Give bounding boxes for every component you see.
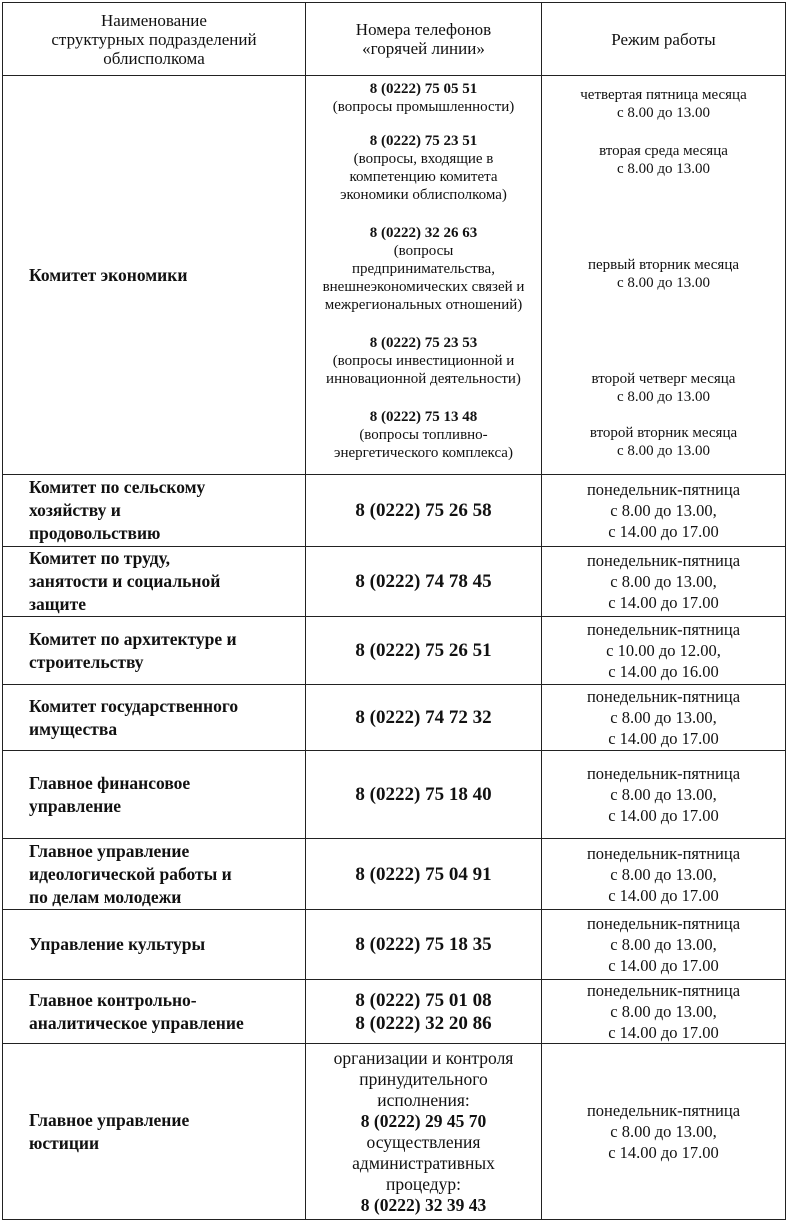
schedule-block [542, 142, 785, 178]
schedule-line: с 14.00 до 17.00 [608, 522, 719, 541]
schedule-line: понедельник-пятница [586, 620, 741, 639]
department-name [3, 685, 306, 751]
schedule-line: с 8.00 до 13.00 [616, 389, 711, 405]
phone-note: (вопросы [393, 243, 454, 259]
phone-cell [306, 685, 542, 751]
phone-number: 8 (0222) 75 13 48 [369, 409, 478, 425]
department-name-line: Главное финансовое [29, 772, 191, 793]
schedule-block [542, 256, 785, 292]
schedule-line: с 8.00 до 13.00, [610, 1002, 717, 1021]
department-name-line: Управление культуры [29, 934, 206, 954]
schedule-line: с 14.00 до 17.00 [608, 1143, 719, 1162]
schedule-line: вторая среда месяца [599, 143, 728, 159]
department-name-line: Главное управление [29, 1109, 190, 1130]
schedule-cell [542, 980, 786, 1044]
schedule-cell [542, 685, 786, 751]
schedule-line: с 8.00 до 13.00 [616, 443, 711, 459]
schedule-cell [542, 475, 786, 547]
schedule-line: понедельник-пятница [586, 551, 741, 570]
phone-cell [306, 617, 542, 685]
department-name-line: хозяйству и [29, 500, 121, 520]
department-name [3, 910, 306, 980]
schedule-line: с 8.00 до 13.00 [616, 275, 711, 291]
department-name [3, 475, 306, 547]
schedule-line: понедельник-пятница [586, 914, 741, 933]
phone-number: 8 (0222) 75 01 08 [355, 989, 492, 1011]
department-name [3, 1044, 306, 1220]
phone-note: административных [352, 1152, 495, 1173]
schedule-line: с 14.00 до 17.00 [608, 593, 719, 612]
phone-cell [306, 76, 542, 475]
department-name-line: Главное управление [29, 840, 190, 861]
phone-note: (вопросы топливно- [359, 427, 488, 443]
table-row [3, 980, 786, 1044]
phone-number: 8 (0222) 75 18 40 [355, 784, 492, 805]
schedule-line: четвертая пятница месяца [580, 87, 747, 103]
header-department-line: структурных подразделений [51, 29, 257, 49]
department-name-line: Комитет государственного [29, 695, 239, 716]
phone-note: осуществления [366, 1131, 481, 1152]
phone-note: (вопросы инвестиционной и [332, 353, 515, 369]
schedule-cell [542, 547, 786, 617]
header-department-line: облисполкома [103, 48, 205, 68]
schedule-cell [542, 751, 786, 839]
phone-number: 8 (0222) 75 23 51 [369, 133, 478, 149]
header-schedule: Режим работы [542, 3, 786, 76]
schedule-cell [542, 76, 786, 475]
schedule-line: второй вторник месяца [589, 425, 738, 441]
schedule-cell [542, 617, 786, 685]
schedule-line: с 8.00 до 13.00, [610, 572, 717, 591]
schedule-block [542, 370, 785, 406]
department-name-line: управление [29, 795, 122, 816]
schedule-line: понедельник-пятница [586, 480, 741, 499]
phone-note: (вопросы, входящие в [353, 151, 494, 167]
department-name-line: аналитическое управление [29, 1012, 244, 1033]
phone-note: организации и контроля [333, 1047, 514, 1068]
department-name-line: занятости и социальной [29, 571, 221, 591]
department-name [3, 980, 306, 1044]
department-name-line: Комитет по труду, [29, 548, 170, 568]
phone-note: исполнения: [377, 1089, 470, 1110]
schedule-line: с 14.00 до 17.00 [608, 1023, 719, 1042]
phone-cell [306, 547, 542, 617]
phone-number: 8 (0222) 75 26 51 [355, 640, 492, 661]
phone-note: предпринимательства, [352, 261, 495, 277]
department-name-line: по делам молодежи [29, 886, 182, 907]
schedule-block [542, 86, 785, 122]
department-name [3, 839, 306, 910]
schedule-line: с 8.00 до 13.00, [610, 864, 717, 884]
schedule-line: с 8.00 до 13.00, [610, 1122, 717, 1141]
table-row [3, 839, 786, 910]
header-department [3, 3, 306, 76]
schedule-line: с 8.00 до 13.00 [616, 161, 711, 177]
phone-note: компетенцию комитета [349, 169, 498, 185]
schedule-line: понедельник-пятница [586, 687, 741, 706]
schedule-line: с 10.00 до 12.00, [606, 641, 721, 660]
phone-number: 8 (0222) 75 05 51 [369, 81, 478, 97]
phone-cell [306, 980, 542, 1044]
department-name-line: идеологической работы и [29, 863, 232, 884]
department-name [3, 617, 306, 685]
phone-note: энергетического комплекса) [334, 445, 513, 461]
table-row [3, 547, 786, 617]
schedule-block [542, 424, 785, 460]
department-name [3, 547, 306, 617]
schedule-line: с 8.00 до 13.00 [616, 105, 711, 121]
schedule-cell [542, 1044, 786, 1220]
schedule-line: с 14.00 до 17.00 [608, 885, 719, 905]
phone-cell [306, 751, 542, 839]
department-name-line: продовольствию [29, 523, 161, 543]
table-row [3, 751, 786, 839]
schedule-line: понедельник-пятница [586, 843, 741, 863]
schedule-line: с 14.00 до 17.00 [608, 806, 719, 825]
department-name: Комитет экономики [3, 76, 306, 475]
phone-note: принудительного [359, 1068, 488, 1089]
phone-note: межрегиональных отношений) [324, 297, 523, 313]
department-name-line: Комитет по архитектуре и [29, 628, 237, 649]
department-name [3, 751, 306, 839]
header-row [3, 3, 786, 76]
phone-cell [306, 1044, 542, 1220]
phone-number: 8 (0222) 32 39 43 [360, 1194, 487, 1215]
schedule-line: с 8.00 до 13.00, [610, 708, 717, 727]
table-row [3, 910, 786, 980]
department-name-line: строительству [29, 651, 144, 672]
table-row [3, 617, 786, 685]
phone-note: (вопросы промышленности) [332, 99, 515, 115]
schedule-cell [542, 839, 786, 910]
department-name-line: защите [29, 594, 87, 614]
schedule-line: с 8.00 до 13.00, [610, 935, 717, 954]
phone-number: 8 (0222) 74 78 45 [355, 571, 492, 592]
phone-note: внешнеэкономических связей и [322, 279, 525, 295]
phone-number: 8 (0222) 75 18 35 [355, 934, 492, 955]
schedule-line: с 8.00 до 13.00, [610, 501, 717, 520]
department-name-line: Главное контрольно- [29, 989, 197, 1010]
table-row [3, 1044, 786, 1220]
phone-cell [306, 475, 542, 547]
phone-cell [306, 910, 542, 980]
schedule-line: первый вторник месяца [587, 257, 740, 273]
phone-number: 8 (0222) 75 04 91 [355, 863, 492, 885]
schedule-line: с 14.00 до 17.00 [608, 729, 719, 748]
schedule-line: с 14.00 до 17.00 [608, 956, 719, 975]
phone-cell [306, 839, 542, 910]
header-department-line: Наименование [101, 10, 207, 30]
phone-note: инновационной деятельности) [326, 371, 521, 387]
table-row [3, 475, 786, 547]
schedule-line: понедельник-пятница [586, 981, 741, 1000]
department-name-line: юстиции [29, 1132, 100, 1153]
schedule-line: понедельник-пятница [586, 1101, 741, 1120]
hotline-table [2, 2, 786, 1220]
phone-number: 8 (0222) 75 23 53 [369, 335, 478, 351]
schedule-cell [542, 910, 786, 980]
table-row [3, 76, 786, 475]
header-phones-line: Номера телефонов [355, 20, 492, 39]
hotline-document [2, 2, 785, 1220]
schedule-line: с 14.00 до 16.00 [608, 662, 719, 681]
phone-note: процедур: [385, 1173, 462, 1194]
schedule-line: с 8.00 до 13.00, [610, 785, 717, 804]
phone-number: 8 (0222) 75 26 58 [355, 500, 492, 521]
phone-note: экономики облисполкома) [340, 187, 507, 203]
header-phones [306, 3, 542, 76]
header-phones-line: «горячей линии» [362, 39, 485, 58]
department-name-line: Комитет по сельскому [29, 477, 206, 497]
phone-number: 8 (0222) 29 45 70 [360, 1110, 487, 1131]
phone-number: 8 (0222) 32 20 86 [355, 1012, 492, 1034]
schedule-line: второй четверг месяца [591, 371, 736, 387]
table-row [3, 685, 786, 751]
phone-number: 8 (0222) 32 26 63 [369, 225, 478, 241]
department-name-line: имущества [29, 718, 118, 739]
phone-number: 8 (0222) 74 72 32 [355, 707, 492, 728]
schedule-line: понедельник-пятница [586, 764, 741, 783]
